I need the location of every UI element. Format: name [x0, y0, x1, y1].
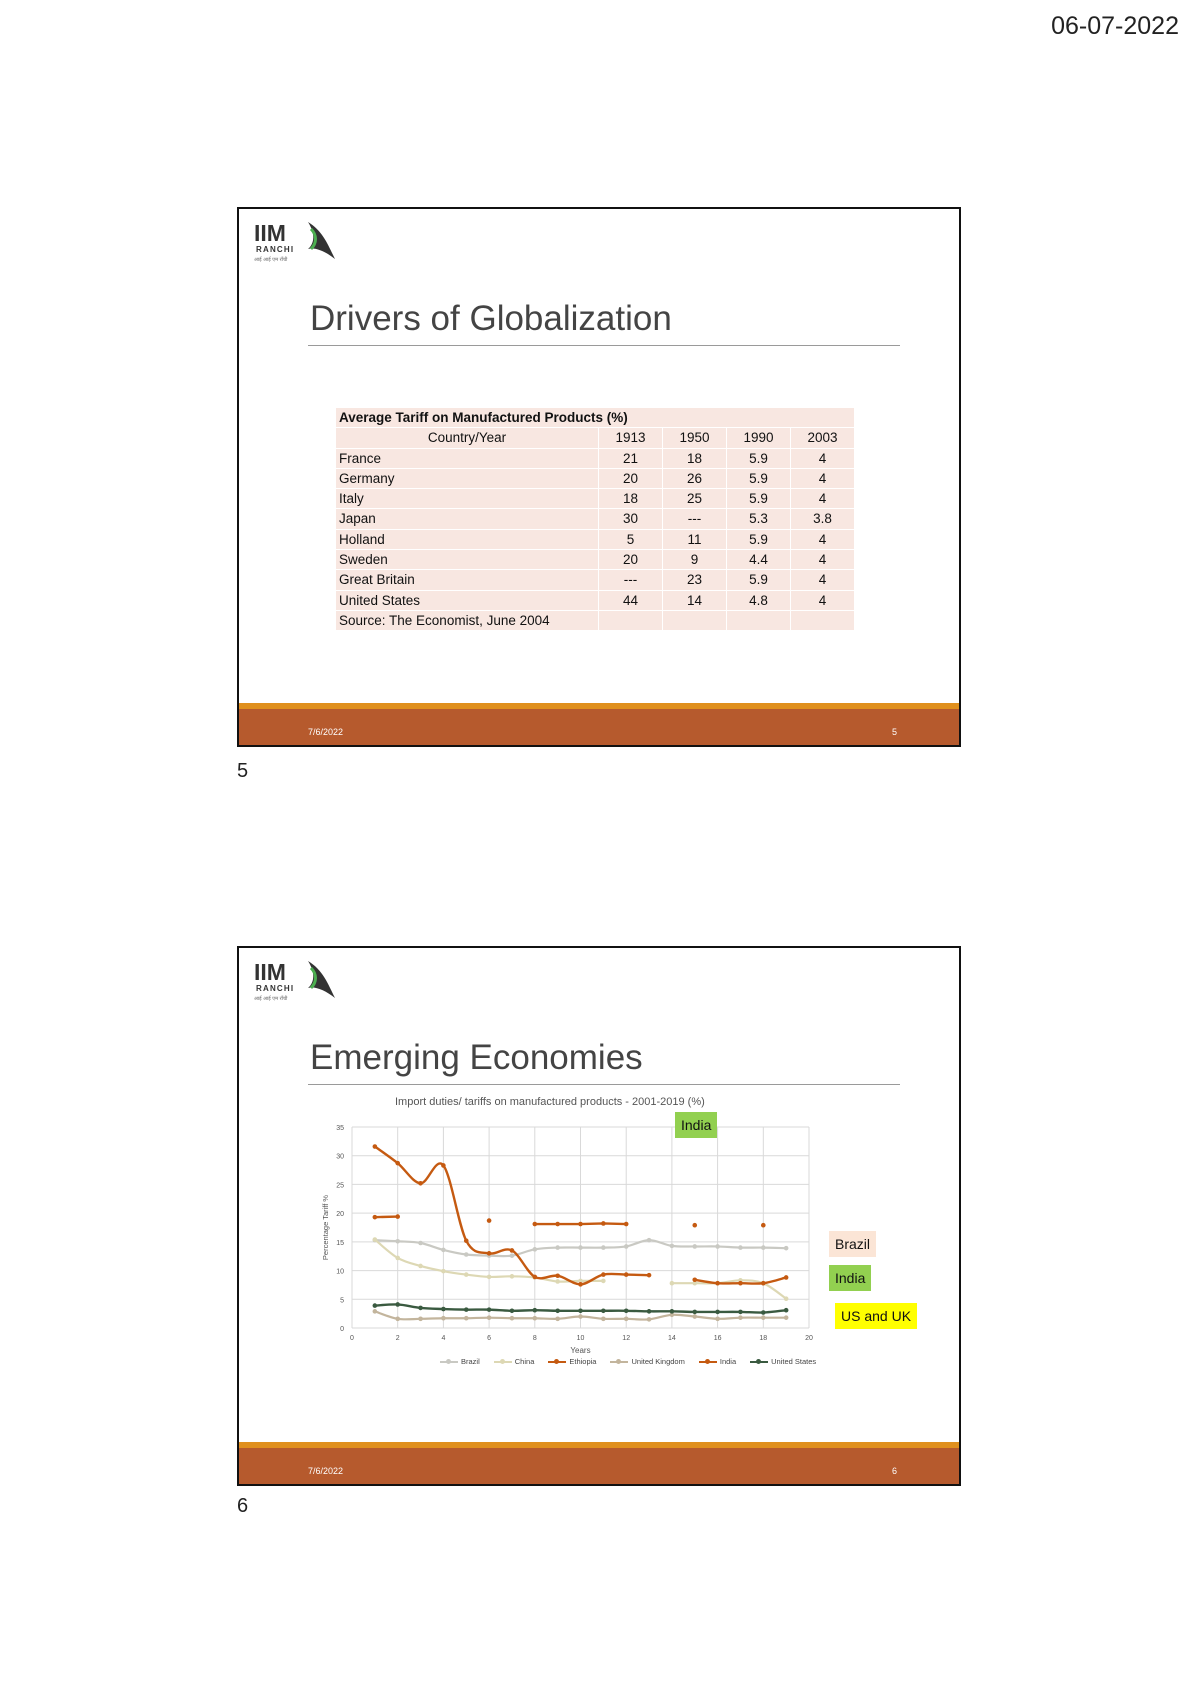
- iim-ranchi-logo: [253, 219, 337, 267]
- svg-text:IIM: IIM: [254, 220, 286, 246]
- data-point: [578, 1282, 583, 1287]
- footer-slide-number: 6: [891, 1466, 897, 1476]
- data-point: [715, 1281, 720, 1286]
- data-point: [738, 1310, 743, 1315]
- table-cell: 26: [663, 468, 727, 488]
- table-header-row: [336, 428, 855, 448]
- x-tick-label: 14: [668, 1335, 676, 1342]
- data-point: [738, 1281, 743, 1286]
- table-cell: 4.4: [727, 550, 791, 570]
- legend-label: India: [719, 1357, 737, 1366]
- data-point: [441, 1248, 446, 1253]
- table-row: [336, 468, 855, 488]
- footer-slide-number: 5: [891, 727, 897, 737]
- data-point: [487, 1251, 492, 1256]
- chart-legend: [440, 1357, 816, 1366]
- data-point: [373, 1215, 378, 1220]
- data-point: [784, 1308, 789, 1313]
- table-row: [336, 590, 855, 610]
- data-point: [715, 1310, 720, 1315]
- table-cell: 30: [599, 509, 663, 529]
- data-point: [487, 1275, 492, 1280]
- table-cell: Japan: [336, 509, 599, 529]
- table-cell: United States: [336, 590, 599, 610]
- data-point: [555, 1308, 560, 1313]
- callout-india-top: India: [675, 1112, 717, 1138]
- table-row: [336, 550, 855, 570]
- table-cell: 21: [599, 448, 663, 468]
- data-point: [761, 1281, 766, 1286]
- svg-text:आई आई एम राँची: आई आई एम राँची: [254, 996, 288, 1002]
- table-cell: 20: [599, 468, 663, 488]
- data-point: [441, 1307, 446, 1312]
- data-point: [738, 1245, 743, 1250]
- legend-item: [699, 1357, 736, 1366]
- legend-label: United Kingdom: [631, 1357, 685, 1366]
- table-cell: 44: [599, 590, 663, 610]
- data-point: [464, 1238, 469, 1243]
- data-point: [761, 1245, 766, 1250]
- table-header-cell: 1950: [663, 428, 727, 448]
- table-row: [336, 570, 855, 590]
- data-point: [418, 1181, 423, 1186]
- data-point: [555, 1317, 560, 1322]
- legend-label: Brazil: [461, 1357, 480, 1366]
- data-point: [464, 1272, 469, 1277]
- empty-cell: [599, 610, 663, 630]
- data-point: [395, 1239, 400, 1244]
- svg-text:IIM: IIM: [254, 959, 286, 985]
- table-header-cell: 1913: [599, 428, 663, 448]
- data-point: [395, 1317, 400, 1322]
- data-point: [441, 1163, 446, 1168]
- data-point: [624, 1244, 629, 1249]
- x-tick-label: 0: [350, 1335, 354, 1342]
- empty-cell: [727, 610, 791, 630]
- slide-6: [237, 946, 961, 1486]
- chart-plot: [299, 1090, 919, 1355]
- table-cell: 20: [599, 550, 663, 570]
- table-cell: 4: [791, 489, 855, 509]
- data-point: [601, 1308, 606, 1313]
- data-point: [533, 1275, 538, 1280]
- empty-cell: [791, 610, 855, 630]
- data-point: [647, 1273, 652, 1278]
- data-point: [624, 1272, 629, 1277]
- data-point: [601, 1245, 606, 1250]
- legend-item: [548, 1357, 596, 1366]
- x-tick-label: 12: [622, 1335, 631, 1342]
- table-cell: 11: [663, 529, 727, 549]
- data-point: [784, 1296, 789, 1301]
- iim-ranchi-logo: [253, 958, 337, 1006]
- data-point: [418, 1317, 423, 1322]
- data-point: [601, 1272, 606, 1277]
- page-date: 06-07-2022: [1051, 12, 1179, 40]
- data-point: [418, 1306, 423, 1311]
- data-point: [464, 1252, 469, 1257]
- data-point: [647, 1238, 652, 1243]
- table-header-cell: 2003: [791, 428, 855, 448]
- data-point: [510, 1248, 515, 1253]
- callout-brazil: Brazil: [829, 1231, 876, 1257]
- table-row: [336, 529, 855, 549]
- empty-cell: [663, 610, 727, 630]
- data-point: [738, 1315, 743, 1320]
- data-point: [761, 1310, 766, 1315]
- table-cell: ---: [599, 570, 663, 590]
- table-cell: 25: [663, 489, 727, 509]
- chart-title: Import duties/ tariffs on manufactured products - 2001-2019 (%): [395, 1096, 705, 1108]
- svg-text:RANCHI: RANCHI: [256, 984, 295, 993]
- callout-india-right: India: [829, 1265, 871, 1291]
- table-cell: Italy: [336, 489, 599, 509]
- legend-item: [750, 1357, 816, 1366]
- table-cell: 5.9: [727, 489, 791, 509]
- title-rule: [308, 345, 900, 346]
- x-axis-label: Years: [570, 1346, 591, 1355]
- table-cell: Germany: [336, 468, 599, 488]
- title-rule: [308, 1084, 900, 1085]
- table-cell: 3.8: [791, 509, 855, 529]
- data-point: [555, 1222, 560, 1227]
- data-point: [670, 1309, 675, 1314]
- table-cell: 18: [599, 489, 663, 509]
- data-point: [533, 1308, 538, 1313]
- data-point: [647, 1317, 652, 1322]
- legend-swatch: [494, 1361, 512, 1363]
- data-point: [373, 1309, 378, 1314]
- data-point: [601, 1317, 606, 1322]
- table-cell: France: [336, 448, 599, 468]
- y-tick-label: 20: [336, 1211, 344, 1219]
- data-point: [533, 1222, 538, 1227]
- slide-5: [237, 207, 961, 747]
- table-cell: 5.9: [727, 570, 791, 590]
- data-point: [578, 1222, 583, 1227]
- data-point: [510, 1253, 515, 1258]
- data-point: [510, 1316, 515, 1321]
- legend-item: [440, 1357, 480, 1366]
- table-cell: 4: [791, 590, 855, 610]
- data-point: [555, 1245, 560, 1250]
- table-source: Source: The Economist, June 2004: [336, 610, 599, 630]
- table-title: Average Tariff on Manufactured Products (%): [336, 408, 855, 428]
- svg-text:RANCHI: RANCHI: [256, 245, 295, 254]
- table-row: [336, 489, 855, 509]
- data-point: [692, 1277, 697, 1282]
- legend-label: China: [514, 1357, 535, 1366]
- data-point: [464, 1316, 469, 1321]
- table-cell: 5: [599, 529, 663, 549]
- data-point: [601, 1221, 606, 1226]
- legend-swatch: [750, 1361, 768, 1363]
- table-cell: 4: [791, 468, 855, 488]
- legend-label: United States: [771, 1357, 817, 1366]
- x-tick-label: 8: [532, 1335, 537, 1342]
- data-point: [395, 1214, 400, 1219]
- data-point: [692, 1310, 697, 1315]
- data-point: [601, 1279, 606, 1284]
- table-cell: Sweden: [336, 550, 599, 570]
- table-cell: 23: [663, 570, 727, 590]
- footer-date: 7/6/2022: [308, 727, 344, 737]
- data-point: [692, 1223, 697, 1228]
- footer-date: 7/6/2022: [308, 1466, 344, 1476]
- data-point: [784, 1246, 789, 1251]
- data-point: [533, 1247, 538, 1252]
- table-cell: 14: [663, 590, 727, 610]
- data-point: [578, 1308, 583, 1313]
- data-point: [715, 1244, 720, 1249]
- series-line: [375, 1217, 398, 1218]
- table-cell: 4: [791, 550, 855, 570]
- legend-swatch: [699, 1361, 717, 1363]
- data-point: [395, 1256, 400, 1261]
- table-source-row: [336, 610, 855, 630]
- table-cell: Holland: [336, 529, 599, 549]
- table-cell: ---: [663, 509, 727, 529]
- y-tick-label: 5: [340, 1297, 344, 1305]
- data-point: [784, 1275, 789, 1280]
- data-point: [647, 1309, 652, 1314]
- y-axis-label: Percentage Tariff %: [321, 1194, 330, 1261]
- x-tick-label: 20: [805, 1335, 813, 1342]
- table-cell: 18: [663, 448, 727, 468]
- data-point: [692, 1314, 697, 1319]
- legend-item: [610, 1357, 684, 1366]
- data-point: [670, 1281, 675, 1286]
- tariff-table: [335, 407, 855, 631]
- slide-label: 5: [237, 760, 249, 782]
- table-title-row: [336, 408, 855, 428]
- table-row: [336, 448, 855, 468]
- data-point: [555, 1273, 560, 1278]
- legend-swatch: [610, 1361, 628, 1363]
- data-point: [578, 1245, 583, 1250]
- table-cell: 5.9: [727, 468, 791, 488]
- table-row: [336, 509, 855, 529]
- data-point: [418, 1241, 423, 1246]
- x-tick-label: 6: [487, 1335, 492, 1342]
- data-point: [533, 1316, 538, 1321]
- footer-band: [239, 703, 959, 745]
- data-point: [373, 1144, 378, 1149]
- table-cell: 5.9: [727, 529, 791, 549]
- x-tick-label: 16: [713, 1335, 722, 1342]
- legend-label: Ethiopia: [569, 1357, 597, 1366]
- y-tick-label: 25: [336, 1182, 344, 1190]
- callout-us-uk: US and UK: [835, 1303, 917, 1329]
- x-tick-label: 10: [576, 1335, 585, 1342]
- data-point: [784, 1315, 789, 1320]
- data-point: [670, 1244, 675, 1249]
- y-tick-label: 0: [340, 1326, 344, 1333]
- data-point: [487, 1315, 492, 1320]
- table-cell: 4: [791, 529, 855, 549]
- data-point: [510, 1274, 515, 1279]
- y-tick-label: 10: [336, 1268, 344, 1276]
- table-cell: Great Britain: [336, 570, 599, 590]
- table-cell: 5.3: [727, 509, 791, 529]
- table-header-cell: 1990: [727, 428, 791, 448]
- footer-band: [239, 1442, 959, 1484]
- data-point: [441, 1269, 446, 1274]
- x-tick-label: 4: [441, 1335, 446, 1342]
- table-cell: 4: [791, 570, 855, 590]
- data-point: [464, 1307, 469, 1312]
- svg-text:आई आई एम राँची: आई आई एम राँची: [254, 257, 288, 263]
- legend-swatch: [548, 1361, 566, 1363]
- data-point: [395, 1302, 400, 1307]
- data-point: [373, 1303, 378, 1308]
- data-point: [624, 1308, 629, 1313]
- table-cell: 5.9: [727, 448, 791, 468]
- slide-title: Emerging Economies: [310, 1038, 643, 1077]
- slide-title: Drivers of Globalization: [310, 299, 672, 338]
- legend-item: [494, 1357, 535, 1366]
- y-tick-label: 30: [336, 1153, 344, 1161]
- data-point: [692, 1244, 697, 1249]
- y-tick-label: 15: [336, 1239, 344, 1247]
- data-point: [487, 1307, 492, 1312]
- slide-label: 6: [237, 1495, 249, 1517]
- data-point: [555, 1279, 560, 1284]
- y-tick-label: 35: [336, 1125, 344, 1132]
- tariff-line-chart: [299, 1090, 919, 1370]
- data-point: [761, 1223, 766, 1228]
- data-point: [418, 1264, 423, 1269]
- data-point: [441, 1316, 446, 1321]
- table-cell: 9: [663, 550, 727, 570]
- table-cell: 4: [791, 448, 855, 468]
- data-point: [624, 1317, 629, 1322]
- table-cell: 4.8: [727, 590, 791, 610]
- data-point: [715, 1317, 720, 1322]
- legend-swatch: [440, 1361, 458, 1363]
- data-point: [395, 1161, 400, 1166]
- x-tick-label: 2: [395, 1335, 400, 1342]
- data-point: [487, 1218, 492, 1223]
- data-point: [761, 1315, 766, 1320]
- data-point: [578, 1314, 583, 1319]
- table-header-cell: Country/Year: [336, 428, 599, 448]
- data-point: [510, 1308, 515, 1313]
- data-point: [373, 1237, 378, 1242]
- x-tick-label: 18: [759, 1335, 768, 1342]
- data-point: [624, 1222, 629, 1227]
